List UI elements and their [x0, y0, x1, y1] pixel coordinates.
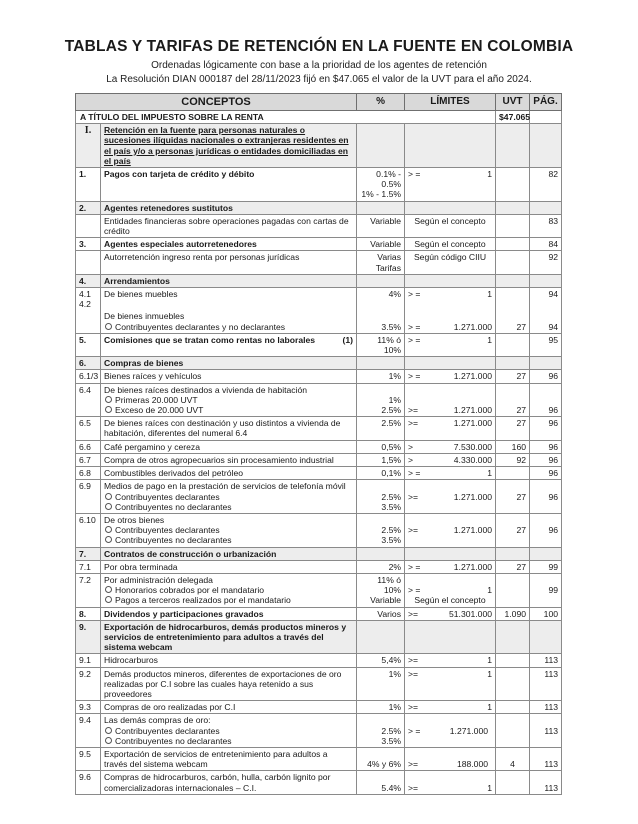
row-concept: Dividendos y participaciones gravados [101, 607, 357, 620]
row-limit: 1.271.000 [453, 371, 493, 382]
row-page: 82 [530, 168, 562, 202]
row-page: 96 [530, 370, 562, 383]
row-subitem: Primeras 20.000 UVT [115, 394, 198, 405]
bullet-circle-icon [105, 526, 112, 533]
row-operator: >= [408, 668, 419, 679]
row-concept: Comisiones que se tratan como rentas no laborales [104, 334, 316, 345]
row-concept: Por obra terminada [101, 560, 357, 573]
row-number: 9.3 [76, 701, 101, 714]
table-row [76, 480, 562, 514]
row-subitem: Contribuyentes declarantes [115, 525, 220, 536]
row-operator: > [408, 454, 414, 465]
row-limit: 1 [487, 334, 493, 345]
row-page: 100 [530, 607, 562, 620]
row-percent: 1% [357, 667, 405, 701]
row-percent: 4% [357, 288, 405, 311]
row-percent: 3.5% [381, 535, 402, 546]
row-number: 4.1 [79, 289, 91, 300]
row-percent: 1% [357, 370, 405, 383]
row-page: 95 [530, 333, 562, 356]
table-row [76, 467, 562, 480]
row-page: 99 [530, 573, 562, 607]
row-uvt: 92 [496, 453, 530, 466]
bullet-circle-icon [105, 323, 112, 330]
row-percent: 1% [357, 701, 405, 714]
row-limit: 1 [487, 782, 493, 793]
row-limit: 1 [487, 468, 493, 479]
table-row [76, 370, 562, 383]
bullet-circle-icon [105, 493, 112, 500]
table-row [76, 453, 562, 466]
row-number: 8. [76, 607, 101, 620]
bullet-circle-icon [105, 727, 112, 734]
row-limit: 1 [487, 289, 493, 300]
row-concept: Bienes raíces y vehículos [101, 370, 357, 383]
header-percent: % [357, 94, 405, 111]
row-percent: 2.5% [381, 491, 402, 502]
row-number: 6.4 [76, 383, 101, 417]
row-concept: Exportación de servicios de entretenimiento para adultos a través del sistema webcam [101, 747, 357, 770]
row-operator: >= [408, 525, 419, 536]
header-uvt: UVT [496, 94, 530, 111]
row-limit: 1 [487, 668, 493, 679]
row-subitem: Contribuyentes no declarantes [115, 735, 232, 746]
row-percent: 5,4% [357, 654, 405, 667]
row-concept: Agentes especiales autorretenedores [101, 238, 357, 251]
row-percent: 0,5% [357, 440, 405, 453]
bullet-circle-icon [105, 536, 112, 543]
table-row [76, 124, 562, 168]
row-percent: 2.5% [381, 405, 402, 416]
table-row [76, 383, 562, 417]
row-limit: 1.271.000 [453, 418, 493, 429]
row-percent: 11% ó 10% [357, 333, 405, 356]
row-percent: 3.5% [381, 501, 402, 512]
row-limit: 1.271.000 [453, 525, 493, 536]
row-page: 113 [530, 654, 562, 667]
row-uvt: 27 [496, 310, 530, 333]
row-page: 96 [530, 467, 562, 480]
row-number: 6.1/3 [76, 370, 101, 383]
row-operator: >= [408, 702, 419, 713]
table-row [76, 251, 562, 274]
row-page: 113 [530, 747, 562, 770]
row-operator: >= [408, 759, 419, 770]
row-page: 113 [530, 771, 562, 794]
table-row [76, 333, 562, 356]
row-operator: > = [408, 725, 421, 736]
row-number: 6.5 [76, 417, 101, 440]
row-operator: > = [408, 468, 421, 479]
row-operator: >= [408, 608, 419, 619]
page-title: TABLAS Y TARIFAS DE RETENCIÓN EN LA FUENTE EN COLOMBIA [64, 38, 574, 55]
row-concept: Combustibles derivados del petróleo [101, 467, 357, 480]
row-uvt: 27 [496, 480, 530, 514]
row-number: 2. [76, 201, 101, 214]
row-number: 6.10 [76, 513, 101, 547]
row-concept: De bienes inmuebles [104, 311, 185, 322]
row-page: 96 [530, 513, 562, 547]
table-row [76, 288, 562, 311]
table-header-row [76, 94, 562, 111]
row-limit: 7.530.000 [453, 441, 493, 452]
row-percent: 2.5% [381, 525, 402, 536]
row-limit: 1.271.000 [453, 321, 493, 332]
row-limit: 1 [487, 655, 493, 666]
row-operator: > = [408, 334, 421, 345]
uvt-note: La Resolución DIAN 000187 del 28/11/2023 fijó en $47.065 el valor de la UVT para el año 2024. [106, 74, 532, 85]
row-uvt: 27 [496, 383, 530, 417]
row-number: 4.2 [79, 299, 91, 310]
row-subitem: Pagos a terceros realizados por el mandatario [115, 595, 291, 606]
row-number: 9.1 [76, 654, 101, 667]
row-percent: 3.5% [357, 310, 405, 333]
table-row [76, 310, 562, 333]
table-row [76, 547, 562, 560]
row-percent: 4% y 6% [357, 747, 405, 770]
row-operator: >= [408, 655, 419, 666]
row-limit: 1.271.000 [453, 561, 493, 572]
bullet-circle-icon [105, 396, 112, 403]
row-operator: > = [408, 169, 421, 180]
table-row [76, 667, 562, 701]
row-concept: Retención en la fuente para personas naturales o sucesiones ilíquidas nacionales o extranjeras residentes en el país y/o a personas jurídicas o entidades domiciliadas en el país [101, 124, 357, 168]
row-page: 83 [530, 214, 562, 237]
header-pag: PÁG. [530, 94, 562, 111]
bullet-circle-icon [105, 406, 112, 413]
row-operator: >= [408, 405, 419, 416]
row-concept: De bienes raíces con destinación y uso distintos a vivienda de habitación, diferentes del numeral 6.4 [101, 417, 357, 440]
row-concept: Contratos de construcción o urbanización [101, 547, 357, 560]
row-percent: Varias [377, 252, 402, 263]
row-concept: Por administración delegada [104, 574, 213, 585]
row-operator: > = [408, 371, 421, 382]
bullet-circle-icon [105, 503, 112, 510]
row-number: 5. [76, 333, 101, 356]
row-concept: Agentes retenedores sustitutos [101, 201, 357, 214]
row-percent: Variable [357, 214, 405, 237]
table-row [76, 560, 562, 573]
section-label: A TÍTULO DEL IMPUESTO SOBRE LA RENTA [76, 111, 496, 124]
row-operator: > = [408, 321, 421, 332]
row-uvt: 160 [496, 440, 530, 453]
row-limit: 51.301.000 [449, 608, 493, 619]
table-row [76, 747, 562, 770]
row-concept: De bienes muebles [101, 288, 357, 311]
row-percent: Variable [370, 595, 402, 606]
row-uvt: 27 [496, 513, 530, 547]
retention-table [75, 93, 562, 795]
header-conceptos: CONCEPTOS [76, 94, 357, 111]
row-uvt: 27 [496, 417, 530, 440]
table-row [76, 274, 562, 287]
row-percent: 0,1% [357, 467, 405, 480]
table-row [76, 607, 562, 620]
row-page: 92 [530, 251, 562, 274]
row-page: 113 [530, 714, 562, 748]
row-limit: 1 [487, 585, 493, 596]
row-page: 96 [530, 440, 562, 453]
table-row [76, 513, 562, 547]
section-row [76, 111, 562, 124]
row-number: 6.6 [76, 440, 101, 453]
row-number: 7. [76, 547, 101, 560]
row-percent: Variable [357, 238, 405, 251]
row-page: 96 [530, 480, 562, 514]
row-number: 6.8 [76, 467, 101, 480]
bullet-circle-icon [105, 737, 112, 744]
row-percent: 5.4% [357, 771, 405, 794]
row-percent: 1,5% [357, 453, 405, 466]
row-number: 7.2 [76, 573, 101, 607]
row-limit: 4.330.000 [453, 454, 493, 465]
row-limit: Según código CIIU [413, 252, 487, 263]
section-uvt: $47.065 [496, 111, 530, 124]
row-percent: 3.5% [381, 735, 402, 746]
row-concept: Compras de hidrocarburos, carbón, hulla, carbón lignito por comercializadoras internacionales – C.I. [101, 771, 357, 794]
row-number: 9.6 [76, 771, 101, 794]
row-page: 96 [530, 383, 562, 417]
row-subitem: Exceso de 20.000 UVT [115, 405, 204, 416]
row-page: 84 [530, 238, 562, 251]
row-concept: Arrendamientos [101, 274, 357, 287]
row-concept: Entidades financieras sobre operaciones pagadas con cartas de crédito [101, 214, 357, 237]
row-page: 113 [530, 667, 562, 701]
row-uvt: 4 [496, 747, 530, 770]
row-page: 96 [530, 417, 562, 440]
row-subitem: Contribuyentes no declarantes [115, 535, 232, 546]
page-subtitle: Ordenadas lógicamente con base a la prioridad de los agentes de retención [151, 60, 487, 71]
row-number: 6.9 [76, 480, 101, 514]
row-number: 6.7 [76, 453, 101, 466]
row-operator: > = [408, 289, 421, 300]
row-concept: Exportación de hidrocarburos, demás productos mineros y servicios de entretenimiento para adultos a través del sistema webcam [101, 620, 357, 654]
row-page: 94 [530, 310, 562, 333]
table-row [76, 573, 562, 607]
row-limit: 1.271.000 [453, 491, 493, 502]
row-operator: >= [408, 418, 419, 429]
header-limites: LÍMITES [405, 94, 496, 111]
table-row [76, 168, 562, 202]
row-number: 9.2 [76, 667, 101, 701]
row-percent: 2.5% [381, 725, 402, 736]
row-percent: 11% ó 10% [377, 574, 402, 596]
table-row [76, 701, 562, 714]
row-number: 7.1 [76, 560, 101, 573]
row-percent: 1% - 1.5% [361, 189, 402, 200]
row-page: 99 [530, 560, 562, 573]
row-operator: > [408, 441, 414, 452]
row-note: (1) [342, 334, 354, 345]
row-concept: Autorretención ingreso renta por personas jurídicas [101, 251, 357, 274]
row-concept: Hidrocarburos [101, 654, 357, 667]
row-percent: 2% [357, 560, 405, 573]
row-number: 9.5 [76, 747, 101, 770]
row-number: 1. [76, 168, 101, 202]
row-limit: 1.271.000 [453, 405, 493, 416]
row-number: 9.4 [76, 714, 101, 748]
row-number: 6. [76, 357, 101, 370]
table-row [76, 201, 562, 214]
row-page: 96 [530, 453, 562, 466]
table-row [76, 654, 562, 667]
row-concept: De otros bienes [104, 514, 165, 525]
row-uvt: 1.090 [496, 607, 530, 620]
row-subitem: Contribuyentes no declarantes [115, 501, 232, 512]
row-percent: 0.1% - 0.5% [376, 169, 402, 190]
row-concept: De bienes raíces destinados a vivienda de habitación [104, 384, 308, 395]
row-concept: Compras de oro realizadas por C.I [101, 701, 357, 714]
row-limit: 1.271.000 [449, 725, 489, 736]
row-limit: 1 [487, 702, 493, 713]
row-number: I. [84, 125, 92, 137]
row-operator: > = [408, 585, 421, 596]
row-concept: Las demás compras de oro: [104, 715, 211, 726]
row-operator: > = [408, 561, 421, 572]
row-page: 113 [530, 701, 562, 714]
table-row [76, 417, 562, 440]
row-percent: Varios [357, 607, 405, 620]
row-limit: 188.000 [456, 759, 489, 770]
table-row [76, 440, 562, 453]
row-limit: Según el concepto [414, 215, 486, 226]
row-limit: Según el concepto [414, 239, 486, 250]
row-number: 9. [76, 620, 101, 654]
row-number: 4. [76, 274, 101, 287]
table-row [76, 214, 562, 237]
row-concept: Medios de pago en la prestación de servicios de telefonía móvil [104, 481, 346, 492]
row-subitem: Honorarios cobrados por el mandatario [115, 585, 265, 596]
row-concept: Café pergamino y cereza [101, 440, 357, 453]
table-row [76, 357, 562, 370]
row-subitem: Contribuyentes declarantes [115, 491, 220, 502]
row-percent: Tarifas [375, 262, 402, 273]
row-page: 94 [530, 288, 562, 311]
row-subitem: Contribuyentes declarantes [115, 725, 220, 736]
table-row [76, 771, 562, 794]
row-limit: 1 [487, 169, 493, 180]
row-subitem: Contribuyentes declarantes y no declarantes [115, 321, 286, 332]
row-limit: Según el concepto [414, 595, 486, 606]
row-concept: Demás productos mineros, diferentes de exportaciones de oro realizadas por C.I sobre las cuales haya retenido a sus proveedores [101, 667, 357, 701]
table-row [76, 620, 562, 654]
row-concept: Compras de bienes [101, 357, 357, 370]
bullet-circle-icon [105, 596, 112, 603]
row-concept: Pagos con tarjeta de crédito y débito [101, 168, 357, 202]
row-uvt: 27 [496, 370, 530, 383]
row-uvt: 27 [496, 560, 530, 573]
row-number: 3. [76, 238, 101, 251]
row-operator: >= [408, 782, 419, 793]
table-row [76, 238, 562, 251]
row-percent: 1% [388, 394, 402, 405]
row-operator: >= [408, 491, 419, 502]
row-concept: Compra de otros agropecuarios sin procesamiento industrial [101, 453, 357, 466]
bullet-circle-icon [105, 586, 112, 593]
table-row [76, 714, 562, 748]
row-percent: 2.5% [357, 417, 405, 440]
